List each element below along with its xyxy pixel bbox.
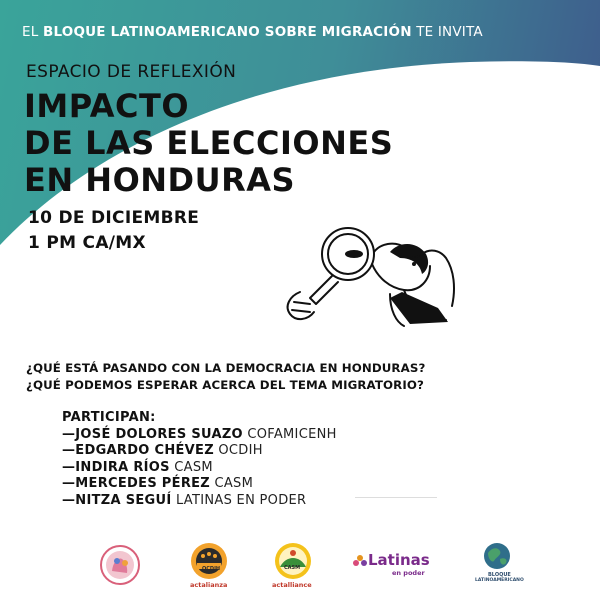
participant-org: OCDIH bbox=[218, 443, 263, 458]
latinas-sub: en poder bbox=[392, 569, 425, 577]
title-line-3: EN HONDURAS bbox=[24, 161, 296, 199]
magnifier-illustration bbox=[270, 218, 460, 338]
header-prefix: EL bbox=[22, 24, 39, 40]
casm-caption: actalliance bbox=[272, 581, 312, 589]
flower-icon bbox=[352, 553, 368, 571]
event-title bbox=[24, 88, 393, 199]
casm-name: CASM bbox=[284, 565, 301, 571]
question-2: ¿QUÉ PODEMOS ESPERAR ACERCA DEL TEMA MIGRATORIO? bbox=[26, 378, 424, 392]
casm-logo bbox=[270, 541, 316, 591]
title-line-1: IMPACTO bbox=[24, 87, 190, 125]
casm-emblem-icon bbox=[272, 541, 314, 581]
cofamicenh-logo bbox=[95, 543, 145, 587]
latinas-en-poder-logo bbox=[352, 551, 436, 581]
participant-item bbox=[62, 493, 337, 510]
participant-item bbox=[62, 476, 337, 493]
title-line-2: DE LAS ELECCIONES bbox=[24, 124, 394, 162]
event-kicker: ESPACIO DE REFLEXIÓN bbox=[26, 62, 237, 82]
participant-item bbox=[62, 443, 337, 460]
globe-icon bbox=[482, 541, 512, 571]
header-org: BLOQUE LATINOAMERICANO SOBRE MIGRACIÓN bbox=[42, 24, 412, 40]
participant-org: CASM bbox=[174, 459, 213, 475]
participant-name: —JOSÉ DOLORES SUAZO bbox=[62, 426, 243, 442]
latinas-word: Latinas bbox=[368, 551, 430, 569]
event-time: 1 PM CA/MX bbox=[28, 233, 146, 253]
participants-heading: PARTICIPAN: bbox=[62, 410, 156, 425]
participant-org: LATINAS EN PODER bbox=[175, 492, 307, 508]
ocdih-logo bbox=[188, 541, 230, 591]
divider bbox=[355, 497, 437, 498]
header-suffix: TE INVITA bbox=[416, 24, 483, 40]
question-1: ¿QUÉ ESTÁ PASANDO CON LA DEMOCRACIA EN HONDURAS? bbox=[26, 361, 426, 375]
participant-item bbox=[62, 460, 337, 477]
ocdih-caption: actalianza bbox=[190, 581, 228, 589]
ocdih-name: OCDIH bbox=[202, 566, 221, 572]
participant-org: CASM bbox=[214, 476, 254, 491]
participant-name: —NITZA SEGUÍ bbox=[62, 492, 172, 508]
bloque-line2: LATINOAMERICANO bbox=[475, 578, 524, 583]
bloque-logo bbox=[468, 541, 528, 595]
ocdih-emblem-icon bbox=[188, 541, 230, 581]
header-line bbox=[22, 24, 582, 40]
participant-name: —EDGARDO CHÉVEZ bbox=[62, 443, 214, 458]
participant-name: —MERCEDES PÉREZ bbox=[62, 476, 211, 491]
questions bbox=[26, 360, 425, 394]
participant-item bbox=[62, 427, 337, 444]
event-date: 10 DE DICIEMBRE bbox=[28, 208, 200, 228]
participants-list bbox=[62, 410, 337, 509]
event-datetime bbox=[28, 206, 199, 256]
participant-name: —INDIRA RÍOS bbox=[62, 459, 170, 475]
bloque-line1: BLOQUE bbox=[488, 572, 511, 578]
partner-logos bbox=[0, 535, 600, 595]
participant-org: COFAMICENH bbox=[247, 426, 337, 442]
